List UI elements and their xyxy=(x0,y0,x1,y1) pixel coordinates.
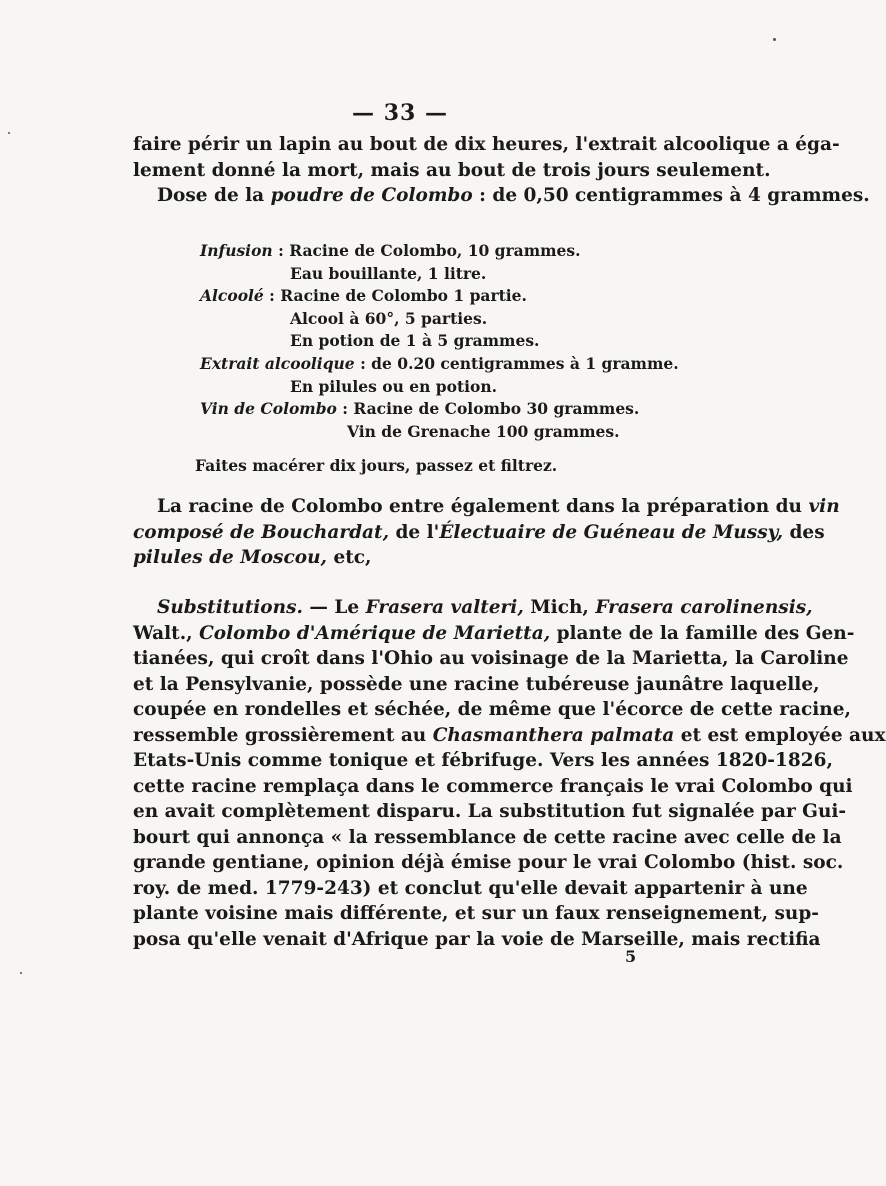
paragraph-3 xyxy=(133,595,886,952)
paragraph-1 xyxy=(133,132,870,209)
para1-line3 xyxy=(133,183,870,209)
para1-line3-b: : de 0,50 centigrammes à 4 grammes. xyxy=(472,185,870,206)
para2-line1-italic: vin xyxy=(808,496,840,517)
para3-line3: tianées, qui croît dans l'Ohio au voisinage de la Marietta, la Caroline xyxy=(133,648,849,669)
para3-line1-italic3: Frasera carolinensis, xyxy=(595,597,813,618)
para3-line11: grande gentiane, opinion déjà émise pour le vrai Colombo (hist. soc. xyxy=(133,852,844,873)
para3-line5: coupée en rondelles et séchée, de même que l'écorce de cette racine, xyxy=(133,699,851,720)
para3-line2 xyxy=(133,621,855,647)
para3-line1 xyxy=(133,595,813,621)
para2-line2-b: des xyxy=(789,521,825,543)
para3-line6-a: ressemble grossièrement au xyxy=(133,724,433,746)
para3-line1-a: — Le xyxy=(302,597,366,618)
recipe-alcoole-text: : Racine de Colombo 1 partie. xyxy=(263,286,527,306)
recipe-alcoole-l2: Alcool à 60°, 5 parties. xyxy=(290,308,488,328)
recipe-vin-l1 xyxy=(200,398,680,421)
para3-line12: roy. de med. 1779-243) et conclut qu'elle devait appartenir à une xyxy=(133,877,808,899)
recipe-final-instruction: Faites macérer dix jours, passez et filtrez. xyxy=(195,456,558,475)
para3-line2-a: Walt., xyxy=(133,622,200,644)
recipe-vin-l2: Vin de Grenache 100 grammes. xyxy=(347,421,620,441)
para3-line8: cette racine remplaça dans le commerce français le vrai Colombo qui xyxy=(133,775,853,797)
para3-line1-b: Mich, xyxy=(523,597,596,618)
para2-line1 xyxy=(133,494,840,520)
para1-line3-italic: poudre de Colombo xyxy=(270,185,473,206)
recipe-extrait-l1 xyxy=(200,353,680,376)
para1-line1: faire périr un lapin au bout de dix heures, l'extrait alcoolique a éga- xyxy=(133,134,840,155)
recipe-extrait-text: : de 0.20 centigrammes à 1 gramme. xyxy=(354,353,679,373)
para2-line2-italic2: Électuaire de Guéneau de Mussy, xyxy=(439,521,784,543)
recipe-alcoole-l1 xyxy=(200,285,680,308)
para3-line14: posa qu'elle venait d'Afrique par la voie de Marseille, mais rectifia xyxy=(133,928,821,950)
recipe-alcoole-label: Alcoolé xyxy=(200,286,264,306)
page-number: — 33 — xyxy=(352,100,448,126)
para1-line3-a: Dose de la xyxy=(157,185,271,206)
para2-line3-italic: pilules de Moscou, xyxy=(133,547,327,568)
recipe-extrait-l2: En pilules ou en potion. xyxy=(290,376,497,396)
paragraph-2 xyxy=(133,494,840,571)
para3-line7: Etats-Unis comme tonique et fébrifuge. Vers les années 1820-1826, xyxy=(133,750,833,771)
para2-line3-b: etc, xyxy=(333,547,372,568)
para3-line10: bourt qui annonça « la ressemblance de cette racine avec celle de la xyxy=(133,826,842,848)
para3-line4: et la Pensylvanie, possède une racine tubéreuse jaunâtre laquelle, xyxy=(133,673,820,695)
signature-mark: 5 xyxy=(625,947,637,966)
para1-line2: lement donné la mort, mais au bout de trois jours seulement. xyxy=(133,159,771,181)
recipe-infusion-text: : Racine de Colombo, 10 grammes. xyxy=(272,241,581,260)
recipes-block xyxy=(200,240,680,443)
para2-line2-italic1: composé de Bouchardat, xyxy=(133,521,390,543)
scan-speck xyxy=(20,972,22,974)
recipe-extrait-label: Extrait alcoolique xyxy=(200,353,355,373)
para2-line2 xyxy=(133,520,825,546)
para3-line13: plante voisine mais différente, et sur un faux renseignement, sup- xyxy=(133,903,819,924)
para3-line6-italic: Chasmanthera palmata xyxy=(432,724,675,746)
scan-speck xyxy=(8,132,10,134)
scan-speck xyxy=(773,38,776,41)
para3-line2-b: plante de la famille des Gen- xyxy=(550,622,855,644)
para2-line3 xyxy=(133,545,695,571)
recipe-vin-label: Vin de Colombo xyxy=(200,399,337,419)
para2-line1-text: La racine de Colombo entre également dans la préparation du xyxy=(157,496,802,517)
para3-line2-italic: Colombo d'Amérique de Marietta, xyxy=(199,622,551,644)
recipe-infusion-l1 xyxy=(200,240,680,263)
recipe-alcoole-l3: En potion de 1 à 5 grammes. xyxy=(290,331,540,351)
recipe-infusion-l2: Eau bouillante, 1 litre. xyxy=(290,263,487,283)
recipe-vin-text: : Racine de Colombo 30 grammes. xyxy=(336,399,640,419)
para3-line6 xyxy=(133,723,886,749)
para3-line9: en avait complètement disparu. La substitution fut signalée par Gui- xyxy=(133,801,847,822)
para3-line1-italic2: Frasera valteri, xyxy=(365,597,524,618)
para2-line2-a: de l' xyxy=(395,521,440,543)
para3-line6-b: et est employée aux xyxy=(674,724,886,746)
para3-line1-italic1: Substitutions. xyxy=(157,597,303,618)
recipe-infusion-label: Infusion xyxy=(200,241,273,260)
